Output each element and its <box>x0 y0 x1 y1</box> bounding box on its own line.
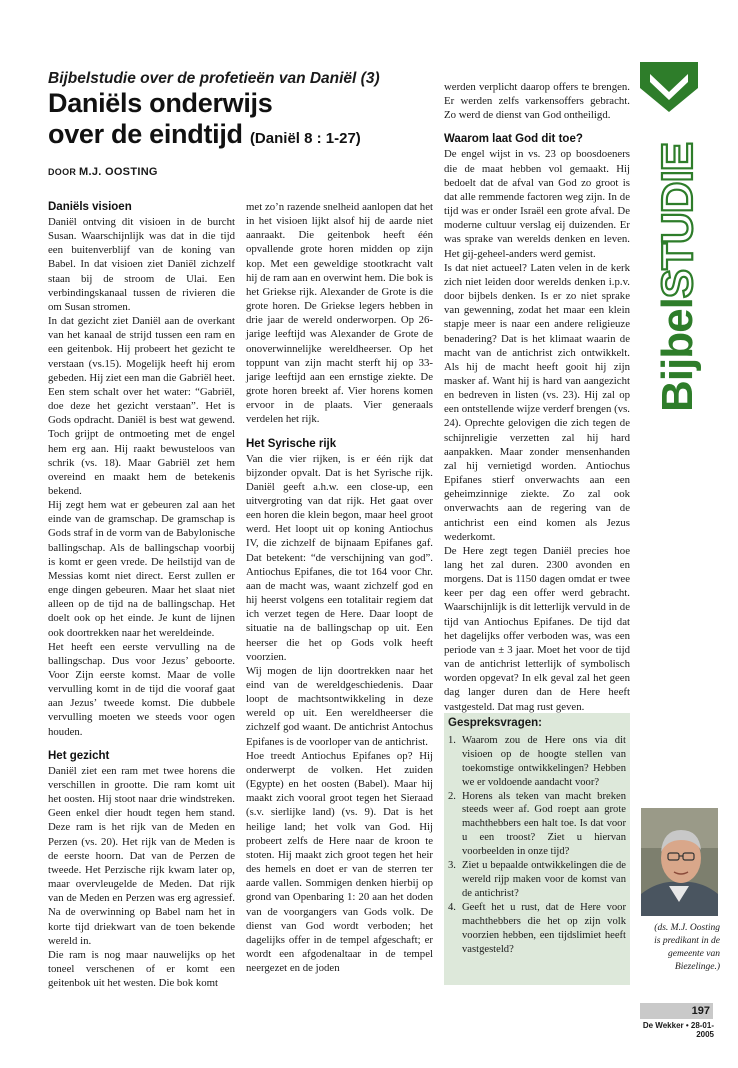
portrait-image <box>641 808 718 916</box>
list-item: 4. Geeft het u rust, dat de Here voor machthebbers die het op zijn volk voorzien hebben, een tijdslimiet heeft vastgesteld? <box>448 901 626 955</box>
scripture-reference: (Daniël 8 : 1-27) <box>249 130 361 147</box>
paragraph: De engel wijst in vs. 23 op boosdoeners die de maat hebben vol gemaakt. Hij bedoelt dat de afval van God zo groot is dat alle remmende factoren weg zijn. In de tijd was er onder Israël een grote afval. De moderne cultuur verslag eij duizenden. Er was sprake van werelds denken en leven. Het gij-geheel-anders werd gemist. <box>444 148 630 260</box>
paragraph: Die ram is nog maar nauwelijks op het toneel verschenen of er komt een geitenbok uit het westen. Die bok komt <box>48 948 235 990</box>
series-title: Bijbelstudie over de profetieën van Daniël (3) <box>48 70 380 87</box>
label-bijbel: Bijbel <box>653 298 702 412</box>
heading-visioen: Daniëls visioen <box>48 201 132 213</box>
paragraph: werden verplicht daarop offers te brengen. Er werden zelfs varkensoffers gebracht. Zo werd de dienst van God ontheiligd. <box>444 81 630 122</box>
discussion-questions-box <box>444 713 630 985</box>
heading-gezicht: Het gezicht <box>48 749 110 762</box>
column-2 <box>246 200 433 975</box>
paragraph: Daniël ziet een ram met twee horens die verschillen in grootte. Die ram komt uit het oosten. Hij stoot naar drie windstreken. Geen enkel dier houdt tegen hem stand. Deze ram is het rijk van de Meden en Perzen (vs. 20). Het rijk van de Meden is de eerste hoorn. Dat van de Perzen de tweede. Het Perzische rijk kwam later op, maar overvleugelde de Meden. Dat rijk van de Meden en Perzen was erg agressief. Na de overwinning op Babel nam het in korte tijd driekwart van de toen bekende wereld in. <box>48 764 235 947</box>
svg-text:BijbelSTUDIE <box>653 143 702 412</box>
heading-syrische-rijk: Het Syrische rijk <box>246 437 337 450</box>
paragraph: Hoe treedt Antiochus Epifanes op? Hij onderwerpt de volken. Het zuiden (Egypte) en het oosten (Babel). Maar hij maakt zich vooral groot tegen het Sieraad (s.v. sierlijke land) (vs. 9). Dat is het heilige land; het volk van God. Hij probeert zelfs de Here naar de kroon te stoten. Hij maakt zich groot tegen het heir des hemels en doet er van de sterren ter aarde vallen. Sommigen denken hierbij op grond van Openbaring 1: 20 aan het doden van de voorgangers van Gods volk. De dienst van God wordt verboden; het dagelijks offer in de tempel afgeschaft; er wordt een afgodenaltaar in de tempel neergezet en de joden <box>246 749 433 975</box>
paragraph: Daniël ontving dit visioen in de burcht Susan. Waarschijnlijk was dat in die tijd een buitenverblijf van de koning van Babel. In dat visioen ziet Daniël zichzelf staan bij de stroom de Ulai. Een verbindingskanaal tussen de rivieren die om Susan stromen. <box>48 216 235 313</box>
label-studie: STUDIE <box>653 142 702 299</box>
photo-caption: (ds. M.J. Oosting is predikant in de gemeente van Biezelinge.) <box>654 923 720 972</box>
list-item: 3. Ziet u bepaalde ontwikkelingen die de wereld rijp maken voor de komst van de antichrist? <box>448 860 626 899</box>
list-item: 1. Waarom zou de Here ons via dit visioen op de hoogte stellen van toekomstige ontwikkelingen? Hebben we er voldoende aandacht voor? <box>448 734 626 788</box>
paragraph: Het heeft een eerste vervulling na de ballingschap. Dus voor Jezus’ geboorte. Voor Zijn eerste komst. Maar de volle vervulling komt in de tijd die vooraf gaat aan Jezus’ tweede komst. Die dubbele vervulling moeten we steeds voor ogen houden. <box>48 640 235 738</box>
list-item: 2. Horens als teken van macht breken steeds weer af. God roept aan grote machthebbers een halt toe. Is dat voor u een troost? Ziet u hiervan voorbeelden in onze tijd? <box>448 790 626 858</box>
chevron-down-icon <box>640 62 698 112</box>
byline: DOOR M.J. OOSTING <box>48 166 158 178</box>
paragraph: Is dat niet actueel? Laten velen in de kerk zich niet leiden door werelds denken i.p.v. door bijbels denken. Is er zo niet sprake van gewenning, zodat het maar een klein stapje meer is naar een andere religieuze benadering? Dat is het klimaat waarin de macht van de antichrist zich ontwikkelt. Als hij de macht heeft gooit hij zijn masker af. Want hij is hard van aangezicht en bedreven in listen (vs. 23). Hij zal op een ontstellende wijze verderf brengen (vs. 24). Oprechte gelovigen die zich tegen de schijnreligie verzetten zal hij hard aanpakken. Maar zonder mensenhanden zal hij vernietigd worden. Antiochus Epifanes stierf onverwachts aan een geheimzinnige ziekte. Zo zal ook onverwachts aan de regering van de antichrist een eind komen als Jezus wederkomt. <box>444 261 630 543</box>
paragraph: In dat gezicht ziet Daniël aan de overkant van het kanaal de strijd tussen een ram en een geitenbok. Hij probeert het gezicht te verstaan (vs.15). Mogelijk heeft hij erom gebeden. Hij ziet een man die Gabriël heet. Een stem schalt over het water: “Gabriël, doe deze het gezicht verstaan”. Het is Gods opdracht. Daniël is best wat gewend. Toch grijpt de ontmoeting met de engel hem erg aan. Hij raakt bewusteloos van schrik (vs. 18). Maar Gabriël zet hem overeind en maakt hem de betekenis bekend. <box>48 315 235 497</box>
paragraph: De Here zegt tegen Daniël precies hoe lang het zal duren. 2300 avonden en morgens. Dat is 1150 dagen omdat er twee keer per dag een offer werd gebracht. Waarschijnlijk is dit letterlijk vervuld in de tijd van Antiochus Epifanes. De tijd dat het dagelijks offer verboden was, was een periode van ± 3 jaar. Moet het voor de tijd van de antichrist letterlijk of symbolisch worden opgevat? In elk geval zal het geen dag langer duren dan de Here heeft vastgesteld. Dat mag rust geven. <box>444 544 630 713</box>
publication-source: De Wekker • 28-01-2005 <box>642 1021 714 1039</box>
author-name: M.J. OOSTING <box>79 166 158 178</box>
questions-list <box>448 734 626 957</box>
heading-waarom: Waarom laat God dit toe? <box>444 133 583 146</box>
article-header <box>48 70 438 178</box>
title-line-2: over de eindtijd (Daniël 8 : 1-27) <box>48 119 361 149</box>
page-number: 197 <box>691 1005 710 1017</box>
paragraph: Wij mogen de lijn doortrekken naar het eind van de wereldgeschiedenis. Daar loopt de machtsontwikkeling in deze wereld op uit. Een wereldheerser die zichzelf god waant. De antichrist Antochus Epifanes is de voorloper van de antichrist. <box>246 664 433 748</box>
column-1 <box>48 200 235 990</box>
title-line-1: Daniëls onderwijs <box>48 88 273 118</box>
article-title <box>48 88 438 154</box>
questions-title: Gespreksvragen: <box>448 717 542 729</box>
column-3 <box>444 80 630 714</box>
paragraph: Hij zegt hem wat er gebeuren zal aan het einde van de gramschap. De gramschap is Gods straf in de vorm van de Babylonische ballingschap. Als de ballingschap voorbij is komt er geen vrede. De heilstijd van de Messias komt niet direct. Eerst zullen er enge dingen gebeuren. Maar het slaat niet alleen op de tijd na de ballingschap. Het doelt ook op het einde. Je kunt de lijnen ook doortrekken naar het wereldeinde. <box>48 499 235 639</box>
author-photo <box>641 808 718 916</box>
section-label <box>630 120 710 420</box>
paragraph: met zo’n razende snelheid aanlopen dat het in het visioen lijkt alsof hij de aarde niet aanraakt. Die geitenbok heeft één opvallende grote horen midden op zijn kop. Met een geweldige stootkracht valt hij de ram aan en overwint hem. Die bok is het Griekse rijk. Alexander de Grote is die grote horen. De Griekse legers hebben in drie jaar de wereld onderworpen. Op 26-jarige leeftijd was Alexander de Grote de onoverwinnelijke wereldheerser. Op het toppunt van zijn macht sterft hij op 33-jarige leeftijd aan een ernstige ziekte. De grote horen breekt af. Vier horens komen ervoor in de plaats. Vier generaals verdelen het rijk. <box>246 201 433 426</box>
paragraph: Van die vier rijken, is er één rijk dat bijzonder opvalt. Dat is het Syrische rijk. Daniël geeft a.h.w. een close-up, een uitvergroting van dat rijk. Het gaat over een horen die klein begon, maar heel groot werd. Het loopt uit op koning Antiochus IV, die zichzelf de bijnaam Epifanes gaf. Dat betekent: “de verschijning van god”. Antiochus Epifanes, die tot 164 voor Chr. aan de macht was, waant zichzelf god en hij heerst volgens een totalitair regiem dat ich verzet tegen de Here. Daar loopt de situatie na de ballingschap op uit. Een heerser die het op Gods volk heeft voorzien. <box>246 452 433 663</box>
